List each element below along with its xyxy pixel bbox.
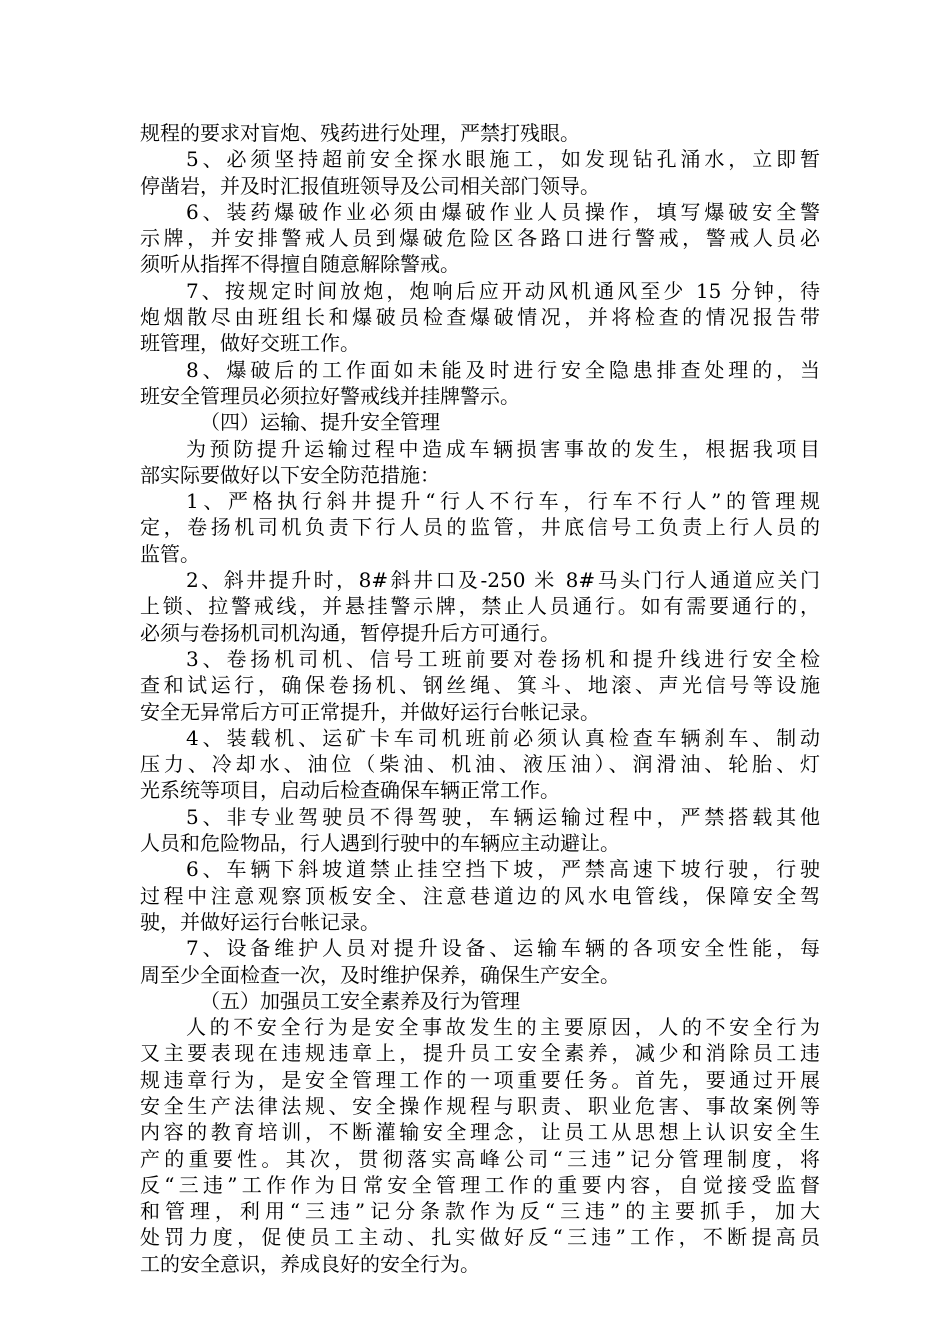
text-line: 安全无异常后方可正常提升，并做好运行台帐记录。 [140, 699, 600, 724]
text-line: 规违章行为，是安全管理工作的一项重要任务。首先，要通过开展 [140, 1067, 820, 1092]
text-line: 炮烟散尽由班组长和爆破员检查爆破情况，并将检查的情况报告带 [140, 305, 820, 330]
text-line: 2、斜井提升时，8#斜井口及-250 米 8#马头门行人通道应关门 [186, 568, 820, 593]
paragraph [140, 567, 820, 646]
text-line: 班管理，做好交班工作。 [140, 331, 360, 356]
paragraph [140, 146, 820, 199]
text-line: 须听从指挥不得擅自随意解除警戒。 [140, 252, 460, 277]
paragraph [140, 278, 820, 357]
text-line: 光系统等项目，启动后检查确保车辆正常工作。 [140, 778, 560, 803]
text-line: 示牌，并安排警戒人员到爆破危险区各路口进行警戒，警戒人员必 [140, 226, 820, 251]
text-line: 人员和危险物品，行人遇到行驶中的车辆应主动避让。 [140, 831, 620, 856]
text-line: 产的重要性。其次，贯彻落实高峰公司“三违”记分管理制度，将 [140, 1146, 820, 1171]
text-line: 1、严格执行斜井提升“行人不行车，行车不行人”的管理规 [186, 489, 820, 514]
text-line: 为预防提升运输过程中造成车辆损害事故的发生，根据我项目 [186, 436, 820, 461]
section-heading-text: （四）运输、提升安全管理 [200, 410, 440, 435]
text-line: 反“三违”工作作为日常安全管理工作的重要内容，自觉接受监督 [140, 1172, 820, 1197]
text-line: 又主要表现在违规违章上，提升员工安全素养，减少和消除员工违 [140, 1041, 820, 1066]
text-line: 班安全管理员必须拉好警戒线并挂牌警示。 [140, 383, 520, 408]
paragraph [140, 856, 820, 935]
paragraph [140, 804, 820, 857]
text-line: 7、按规定时间放炮，炮响后应开动风机通风至少 15 分钟，待 [186, 278, 820, 303]
text-line: 定，卷扬机司机负责下行人员的监管，井底信号工负责上行人员的 [140, 515, 820, 540]
text-line: 4、装载机、运矿卡车司机班前必须认真检查车辆刹车、制动 [186, 725, 820, 750]
text-line: 工的安全意识，养成良好的安全行为。 [140, 1251, 480, 1276]
section-heading [140, 988, 820, 1014]
text-line: 8、爆破后的工作面如未能及时进行安全隐患排查处理的，当 [186, 357, 820, 382]
text-line: 部实际要做好以下安全防范措施： [140, 462, 440, 487]
text-line: 监管。 [140, 541, 200, 566]
paragraph [140, 488, 820, 567]
text-line: 上锁、拉警戒线，并悬挂警示牌，禁止人员通行。如有需要通行的， [140, 594, 820, 619]
paragraph [140, 436, 820, 489]
paragraph [140, 1014, 820, 1277]
text-line: 安全生产法律法规、安全操作规程与职责、职业危害、事故案例等 [140, 1093, 820, 1118]
text-line: 和管理，利用“三违”记分条款作为反“三违”的主要抓手，加大 [140, 1199, 820, 1224]
text-line: 6、车辆下斜坡道禁止挂空挡下坡，严禁高速下坡行驶，行驶 [186, 857, 820, 882]
text-line: 停凿岩，并及时汇报值班领导及公司相关部门领导。 [140, 173, 600, 198]
paragraph [140, 199, 820, 278]
paragraph [140, 646, 820, 725]
text-line: 过程中注意观察顶板安全、注意巷道边的风水电管线，保障安全驾 [140, 883, 820, 908]
paragraph [140, 357, 820, 410]
text-line: 3、卷扬机司机、信号工班前要对卷扬机和提升线进行安全检 [186, 646, 820, 671]
paragraph [140, 120, 820, 146]
text-line: 必须与卷扬机司机沟通，暂停提升后方可通行。 [140, 620, 560, 645]
text-line: 6、装药爆破作业必须由爆破作业人员操作，填写爆破安全警 [186, 199, 820, 224]
paragraph [140, 935, 820, 988]
text-line: 5、必须坚持超前安全探水眼施工，如发现钻孔涌水，立即暂 [186, 147, 820, 172]
text-line: 驶，并做好运行台帐记录。 [140, 909, 380, 934]
text-line: 7、设备维护人员对提升设备、运输车辆的各项安全性能，每 [186, 936, 820, 961]
text-line: 人的不安全行为是安全事故发生的主要原因，人的不安全行为 [186, 1015, 820, 1040]
text-line: 内容的教育培训，不断灌输安全理念，让员工从思想上认识安全生 [140, 1120, 820, 1145]
section-heading-text: （五）加强员工安全素养及行为管理 [200, 988, 520, 1013]
text-line: 压力、冷却水、油位（柴油、机油、液压油）、润滑油、轮胎、灯 [140, 752, 820, 777]
text-line: 处罚力度，促使员工主动、扎实做好反“三违”工作，不断提高员 [140, 1225, 820, 1250]
text-line: 查和试运行，确保卷扬机、钢丝绳、箕斗、地滚、声光信号等设施 [140, 673, 820, 698]
section-heading [140, 409, 820, 435]
text-line: 周至少全面检查一次，及时维护保养，确保生产安全。 [140, 962, 620, 987]
text-line: 规程的要求对盲炮、残药进行处理，严禁打残眼。 [140, 121, 580, 145]
document-page [140, 120, 820, 1277]
text-line: 5、非专业驾驶员不得驾驶，车辆运输过程中，严禁搭载其他 [186, 804, 820, 829]
paragraph [140, 725, 820, 804]
